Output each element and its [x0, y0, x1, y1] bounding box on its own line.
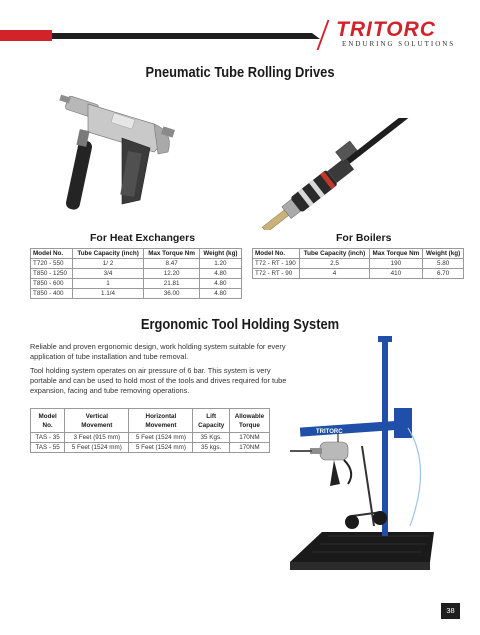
- col-horizontal: [129, 409, 193, 433]
- cell: 35 Kgs.: [193, 433, 229, 443]
- heat-exchanger-table: [30, 248, 242, 299]
- paragraph-details: Tool holding system operates on air pressure of 6 bar. This system is very portable and can be used to hold most of the tools and drives required for tube expansion, facing and tube removing operations.: [30, 366, 287, 395]
- cell: T850 - 1250: [31, 269, 73, 279]
- paragraph-intro: Reliable and proven ergonomic design, work holding system suitable for every application of tube installation and tube removal.: [30, 342, 286, 361]
- header-line: No.: [42, 421, 53, 429]
- cell: 21.81: [144, 279, 200, 289]
- cell: 410: [369, 269, 423, 279]
- header-line: Horizontal: [145, 412, 177, 420]
- cell: 4: [300, 269, 369, 279]
- heading-heat-exchangers: For Heat Exchangers: [90, 232, 196, 244]
- header-line: Model: [38, 412, 57, 420]
- table-header-row: [31, 249, 242, 259]
- cell: T720 - 550: [31, 259, 73, 269]
- col-model: [31, 409, 65, 433]
- stand-label: TRITORC: [316, 429, 343, 435]
- tool-holding-table: [30, 408, 270, 453]
- tool-holding-stand-image: [282, 336, 442, 578]
- header-line: Capacity: [198, 421, 225, 429]
- col-torque: [229, 409, 269, 433]
- cell: T850 - 600: [31, 279, 73, 289]
- col-tube-capacity: Tube Capacity (inch): [300, 249, 369, 259]
- table-row: [31, 259, 242, 269]
- heading-boilers: For Boilers: [336, 232, 392, 244]
- cell: TAS - 35: [31, 433, 65, 443]
- section-title-drives: Pneumatic Tube Rolling Drives: [145, 64, 335, 81]
- header-line: Torque: [239, 421, 260, 429]
- heat-exchanger-drive-image: [58, 92, 180, 230]
- col-max-torque: Max Torque Nm: [144, 249, 200, 259]
- cell: 2.5: [300, 259, 369, 269]
- cell: 4.80: [199, 269, 241, 279]
- cell: 5 Feet (1524 mm): [129, 433, 193, 443]
- col-model: Model No.: [253, 249, 300, 259]
- table-header-row: [31, 409, 270, 433]
- brand-logo: [322, 18, 470, 52]
- cell: 170NM: [229, 433, 269, 443]
- table-row: [31, 279, 242, 289]
- cell: 5.80: [423, 259, 464, 269]
- col-weight: Weight (kg): [199, 249, 241, 259]
- cell: 6.70: [423, 269, 464, 279]
- col-model: Model No.: [31, 249, 73, 259]
- cell: T72 - RT - 190: [253, 259, 300, 269]
- logo-tagline: ENDURING SOLUTIONS: [342, 40, 456, 48]
- header-red-bar: [0, 30, 52, 41]
- cell: 12.20: [144, 269, 200, 279]
- boiler-table: [252, 248, 464, 279]
- header-line: Movement: [81, 421, 113, 429]
- cell: 35 kgs.: [193, 443, 229, 453]
- table-row: [31, 289, 242, 299]
- cell: 4.80: [199, 279, 241, 289]
- cell: T850 - 400: [31, 289, 73, 299]
- table-row: [253, 269, 464, 279]
- cell: 3 Feet (915 mm): [65, 433, 129, 443]
- header-line: Vertical: [85, 412, 108, 420]
- cell: TAS - 55: [31, 443, 65, 453]
- table-row: [31, 443, 270, 453]
- cell: 4.80: [199, 289, 241, 299]
- page-number: 38: [441, 603, 460, 619]
- cell: 5 Feet (1524 mm): [129, 443, 193, 453]
- col-weight: Weight (kg): [423, 249, 464, 259]
- cell: T72 - RT - 90: [253, 269, 300, 279]
- table-row: [253, 259, 464, 269]
- col-lift: [193, 409, 229, 433]
- table-row: [31, 269, 242, 279]
- header-line: Movement: [145, 421, 177, 429]
- cell: 3/4: [72, 269, 143, 279]
- table-header-row: [253, 249, 464, 259]
- cell: 8.47: [144, 259, 200, 269]
- cell: 1.1/4: [72, 289, 143, 299]
- header-line: Lift: [206, 412, 217, 420]
- table-row: [31, 433, 270, 443]
- section-title-tool-holding: Ergonomic Tool Holding System: [140, 316, 340, 333]
- col-tube-capacity: Tube Capacity (inch): [72, 249, 143, 259]
- cell: 5 Feet (1524 mm): [65, 443, 129, 453]
- header-dark-bar: [52, 33, 312, 39]
- cell: 1.20: [199, 259, 241, 269]
- cell: 190: [369, 259, 423, 269]
- cell: 170NM: [229, 443, 269, 453]
- col-vertical: [65, 409, 129, 433]
- col-max-torque: Max Torque Nm: [369, 249, 423, 259]
- boiler-drive-image: [240, 118, 440, 230]
- logo-text: TRITORC: [336, 18, 436, 41]
- cell: 36.00: [144, 289, 200, 299]
- header-line: Allowable: [234, 412, 265, 420]
- cell: 1/ 2: [72, 259, 143, 269]
- cell: 1: [72, 279, 143, 289]
